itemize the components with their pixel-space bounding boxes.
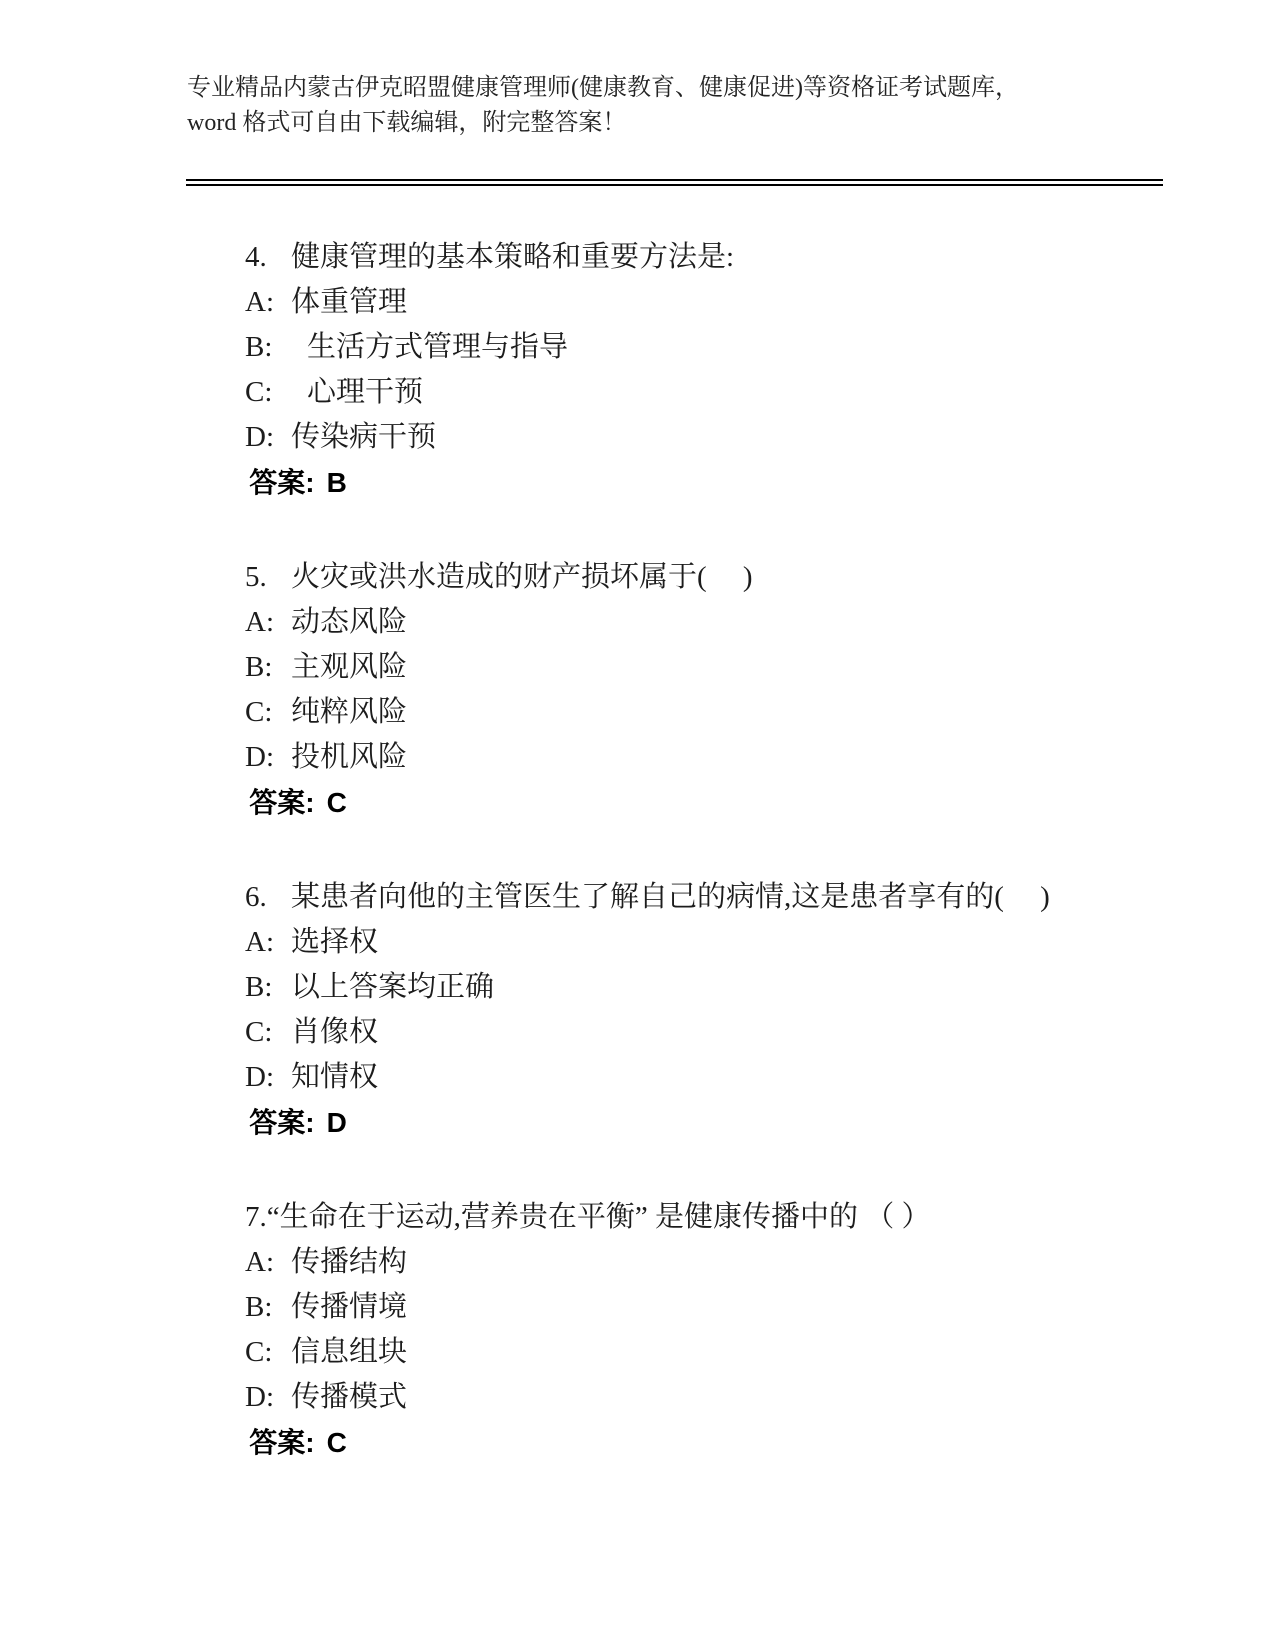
question-title [187,190,1177,273]
option-label: A: [245,606,274,638]
question-block-7 [187,1150,1177,1458]
option-text: 以上答案均正确 [291,971,495,1003]
question-number: 7. [245,1201,267,1233]
header-text-line2: word 格式可自由下载编辑，附完整答案！ [187,110,627,136]
answer-label: 答案: [249,787,315,818]
option-text: 选择权 [291,926,379,958]
question-title [187,510,1177,593]
answer-label: 答案: [249,467,315,498]
option-text: 知情权 [291,1061,379,1093]
option-text: 心理干预 [307,376,424,408]
question-text: 健康管理的基本策略和重要方法是: [291,241,735,273]
option-label: D: [245,421,274,453]
header-divider-double-line [186,179,1163,186]
question-title [187,1150,1177,1233]
option-text: 传播结构 [291,1246,408,1278]
option-text: 投机风险 [291,741,408,773]
question-number: 4. [245,241,267,273]
answer-value: B [326,467,347,498]
option-text: 肖像权 [291,1016,379,1048]
option-text: 传染病干预 [291,421,437,453]
question-block-5 [187,510,1177,818]
option-text: 信息组块 [291,1336,408,1368]
option-label: B: [245,971,273,1003]
document-header [187,71,1127,141]
answer-label: 答案: [249,1427,315,1458]
option-label: D: [245,741,274,773]
question-block-6 [187,830,1177,1138]
option-label: A: [245,926,274,958]
option-label: A: [245,1246,274,1278]
option-label: B: [245,651,273,683]
question-text: 某患者向他的主管医生了解自己的病情,这是患者享有的( ) [291,881,1050,913]
question-number: 6. [245,881,267,913]
document-body [187,190,1177,1470]
answer-value: C [326,1427,347,1458]
option-label: C: [245,1016,273,1048]
header-text-line1: 专业精品内蒙古伊克昭盟健康管理师(健康教育、健康促进)等资格证考试题库， [187,75,1019,101]
option-label: C: [245,696,273,728]
option-text: 主观风险 [291,651,408,683]
option-text: 生活方式管理与指导 [307,331,569,363]
option-label: C: [245,1336,273,1368]
question-text: 火灾或洪水造成的财产损坏属于( ) [291,561,753,593]
option-label: B: [245,1291,273,1323]
answer-value: D [326,1107,347,1138]
answer-value: C [326,787,347,818]
option-label: D: [245,1381,274,1413]
answer-label: 答案: [249,1107,315,1138]
question-block-4 [187,190,1177,498]
option-label: D: [245,1061,274,1093]
option-text: 纯粹风险 [291,696,408,728]
option-text: 动态风险 [291,606,408,638]
question-text: “生命在于运动,营养贵在平衡” 是健康传播中的 （ ） [266,1201,931,1233]
option-text: 体重管理 [291,286,408,318]
option-text: 传播模式 [291,1381,408,1413]
option-label: A: [245,286,274,318]
option-label: B: [245,331,273,363]
option-label: C: [245,376,273,408]
question-number: 5. [245,561,267,593]
option-text: 传播情境 [291,1291,408,1323]
question-title [187,830,1177,913]
